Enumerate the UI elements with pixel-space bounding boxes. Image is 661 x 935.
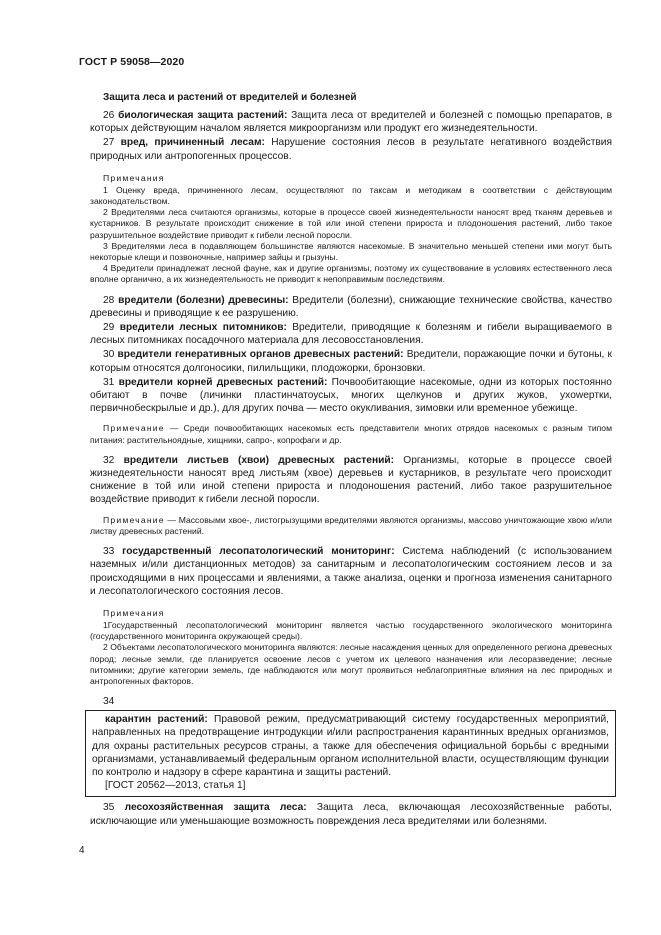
section-title: Защита леса и растений от вредителей и болезней bbox=[103, 92, 357, 103]
note-item: 1Государственный лесопатологический мониторинг является частью государственного экологического мониторинга (государственного мониторинга окружающей среды). bbox=[90, 619, 612, 642]
term-33: 33 государственный лесопатологический мониторинг: Система наблюдений (с использованием наземных и/или дистанционных методов) за санитарным и лесопатологическим состоянием лесов и за происходящими в них процессами и явлениями, а также анализа, оценки и прогноза изменения санитарного и лесопатологического состояния лесов. bbox=[90, 546, 613, 597]
note-item: 3 Вредителями леса в подавляющем большинстве являются насекомые. В значительно меньшей степени ими могут быть некоторые клещи и позвоночные, например зайцы и грызуны. bbox=[90, 240, 612, 263]
note-item: 2 Вредителями леса считаются организмы, которые в процессе своей жизнедеятельности наносят вред тканям деревьев и кустарников. В результате происходит снижение в той или иной степени прироста и плодоношения растений, либо такое разрушительное воздействие приводит к гибели лесной поросли. bbox=[90, 207, 612, 240]
term-29: 29 вредители лесных питомников: Вредители, приводящие к болезням и гибели выращиваемого в лесных питомниках посадочного материала для лесовосстановления. bbox=[90, 322, 612, 347]
term-34-box bbox=[85, 710, 616, 797]
term-26: 26 биологическая защита растений: Защита леса от вредителей и болезней с помощью препаратов, в которых действующим началом является микроорганизм или продукт его жизнедеятельности. bbox=[90, 110, 612, 135]
note-31: Примечание — Среди почвообитающих насекомых есть представители многих отрядов насекомых с разным типом питания: растительноядные, хищники, сапро-, копрофаги и др. bbox=[90, 423, 612, 445]
notes-heading: Примечания bbox=[103, 607, 165, 618]
document-page bbox=[79, 56, 613, 828]
note-item: 2 Объектами лесопатологического мониторинга являются: лесные насаждения ценных для определенного региона древесных пород; лесные земли, где планируется освоение лесов с учетом их целевого назначения или лесоразведение; лесные питомники; другие категории земель, где наблюдаются или могут проявиться неблагоприятные влияния на лес природных и антропогенных факторов. bbox=[90, 642, 612, 686]
standard-header: ГОСТ Р 59058—2020 bbox=[79, 56, 185, 68]
term-27: 27 вред, причиненный лесам: Нарушение состояния лесов в результате негативного воздействия природных или антропогенных процессов. bbox=[90, 137, 612, 162]
note-item: 1 Оценку вреда, причиненного лесам, осуществляют по таксам и методикам в соответствии с действующим законодательством. bbox=[90, 184, 612, 207]
notes-heading: Примечания bbox=[103, 172, 165, 183]
term-34-number: 34 bbox=[103, 696, 115, 708]
term-31: 31 вредители корней древесных растений: Почвообитающие насекомые, одни из которых постоянно обитают в почве (личинки пластинчатоусых, многих щелкунов и других жуков, ухowертки, первичнобескрылые и др.), для других почва — место окукливания, зимовки или временное убежище. bbox=[90, 376, 612, 415]
term-35: 35 лесохозяйственная защита леса: Защита леса, включающая лесохозяйственные работы, исключающие или уменьшающие возможность повреждения леса вредителями или болезнями. bbox=[90, 802, 612, 827]
term-30: 30 вредители генеративных органов древесных растений: Вредители, поражающие почки и бутоны, к которым относятся долгоносики, пилильщики, плодожорки, бронзовки. bbox=[90, 349, 613, 374]
note-item: 4 Вредители принадлежат лесной фауне, как и другие организмы, поэтому их существование в условиях естественного леса вполне органично, а их жизнедеятельность не приводит к непоправимым последствиям. bbox=[90, 263, 612, 285]
note-32: Примечание — Массовыми хвое-, листогрызущими вредителями являются организмы, массово уничтожающие хвою и/или листву древесных растений. bbox=[90, 514, 612, 536]
term-34: карантин растений: Правовой режим, предусматривающий систему государственных мероприятий, направленных на предотвращение интродукции и/или распространения карантинных вредных организмов, для охраны растительных ресурсов страны, а также для обеспечения официальной борьбы с вредными организмами, устанавливаемый федеральным органом исполнительной власти, осуществляющим функции по контролю и надзору в сфере карантина и защиты растений. bbox=[92, 714, 609, 778]
term-28: 28 вредители (болезни) древесины: Вредители (болезни), снижающие технические свойства, качество древесины и приводящие к ее разрушению. bbox=[90, 294, 612, 319]
term-32: 32 вредители листьев (хвои) древесных растений: Организмы, которые в процессе своей жизнедеятельности наносят вред листьям (хвое) деревьев и кустарников, в результате чего происходит снижение в той или иной степени прироста и плодоношения растений, либо такое разрушительное воздействие приводит к гибели лесной поросли. bbox=[90, 454, 612, 506]
page-number: 4 bbox=[79, 845, 85, 856]
term-34-reference: [ГОСТ 20562—2013, статья 1] bbox=[105, 780, 246, 792]
